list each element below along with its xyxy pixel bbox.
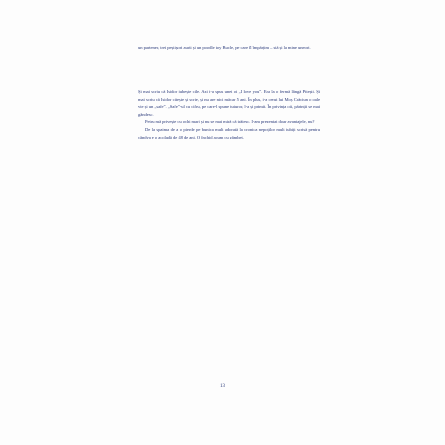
paragraph-closing: De la spaima de a o pierde pe bunica mult adorată la cronica nepoților mult iubiți scrisă pentru cândva e o acoladă de 48 de ani. O închid acum cu zâmbet. [138, 126, 320, 140]
text-block-main [138, 88, 320, 141]
paragraph-isidor: Și mai scriu că Isidor iubește cile. Azi i-a spus unei oi „I love you”. Era la o fermă lângă Pitești. Și mai scriu că Isidor citește și scrie, și nu are nici măcar 5 ani. În plus, i-a cerut lui Moș Crăciun o oale vie și un „safe”. „Safe”-ul cu cifru, pe care-l spune tuturor, l-a și primit. În privința oii, părinții se mai gândesc. [138, 89, 320, 117]
paragraph-petru: Petru mă privește cu ochi mari și nu se mai miră că trăiesc. I-am prezentat doar avantajele, nu? [145, 119, 315, 125]
paragraph-continuation: un partener, trei peștișori aurii și un poodle toy Bucle, pe care îl împărțim – stă și la mine uneori. [138, 45, 311, 50]
page-number: 13 [220, 384, 225, 389]
text-block-top [138, 44, 320, 52]
